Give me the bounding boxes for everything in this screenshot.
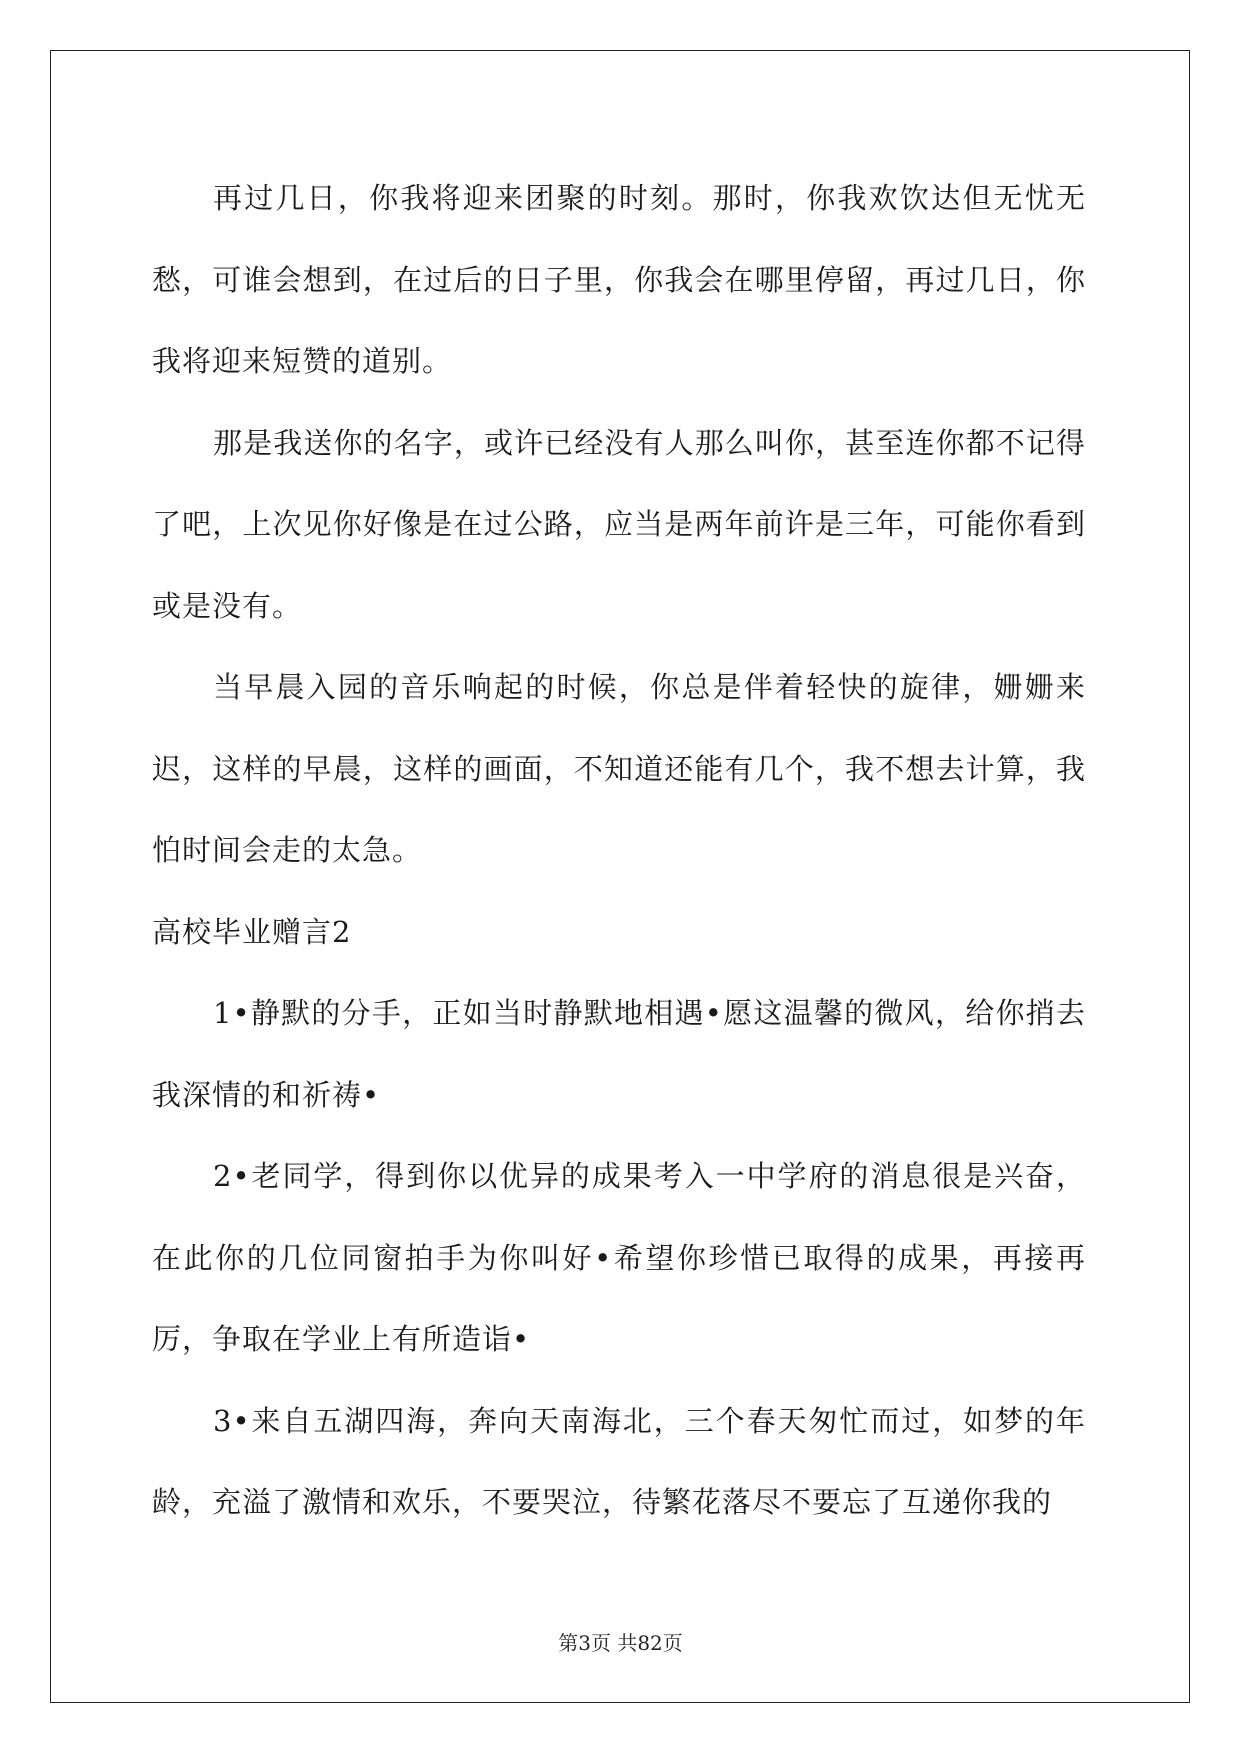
paragraph-item-3: 3•来自五湖四海，奔向天南海北，三个春天匆忙而过，如梦的年龄，充溢了激情和欢乐，不要哭泣，待繁花落尽不要忘了互递你我的 bbox=[152, 1403, 1086, 1519]
paragraph-1: 再过几日，你我将迎来团聚的时刻。那时，你我欢饮达但无忧无愁，可谁会想到，在过后的日子里，你我会在哪里停留，再过几日，你我将迎来短赞的道别。 bbox=[152, 181, 1086, 378]
paragraph-2: 那是我送你的名字，或许已经没有人那么叫你，甚至连你都不记得了吧，上次见你好像是在过公路，应当是两年前许是三年，可能你看到或是没有。 bbox=[152, 425, 1086, 623]
paragraph-3: 当早晨入园的音乐响起的时候，你总是伴着轻快的旋律，姗姗来迟，这样的早晨，这样的画面，不知道还能有几个，我不想去计算，我怕时间会走的太急。 bbox=[152, 670, 1086, 867]
section-heading: 高校毕业赠言2 bbox=[152, 914, 352, 949]
page-footer: 第3页 共82页 bbox=[558, 1631, 683, 1655]
paragraph-item-1: 1•静默的分手，正如当时静默地相遇•愿这温馨的微风，给你捎去我深情的和祈祷• bbox=[152, 996, 1086, 1112]
document-body bbox=[152, 158, 1086, 1544]
paragraph-item-2: 2•老同学，得到你以优异的成果考入一中学府的消息很是兴奋，在此你的几位同窗拍手为你叫好•希望你珍惜已取得的成果，再接再厉，争取在学业上有所造诣• bbox=[152, 1159, 1086, 1356]
